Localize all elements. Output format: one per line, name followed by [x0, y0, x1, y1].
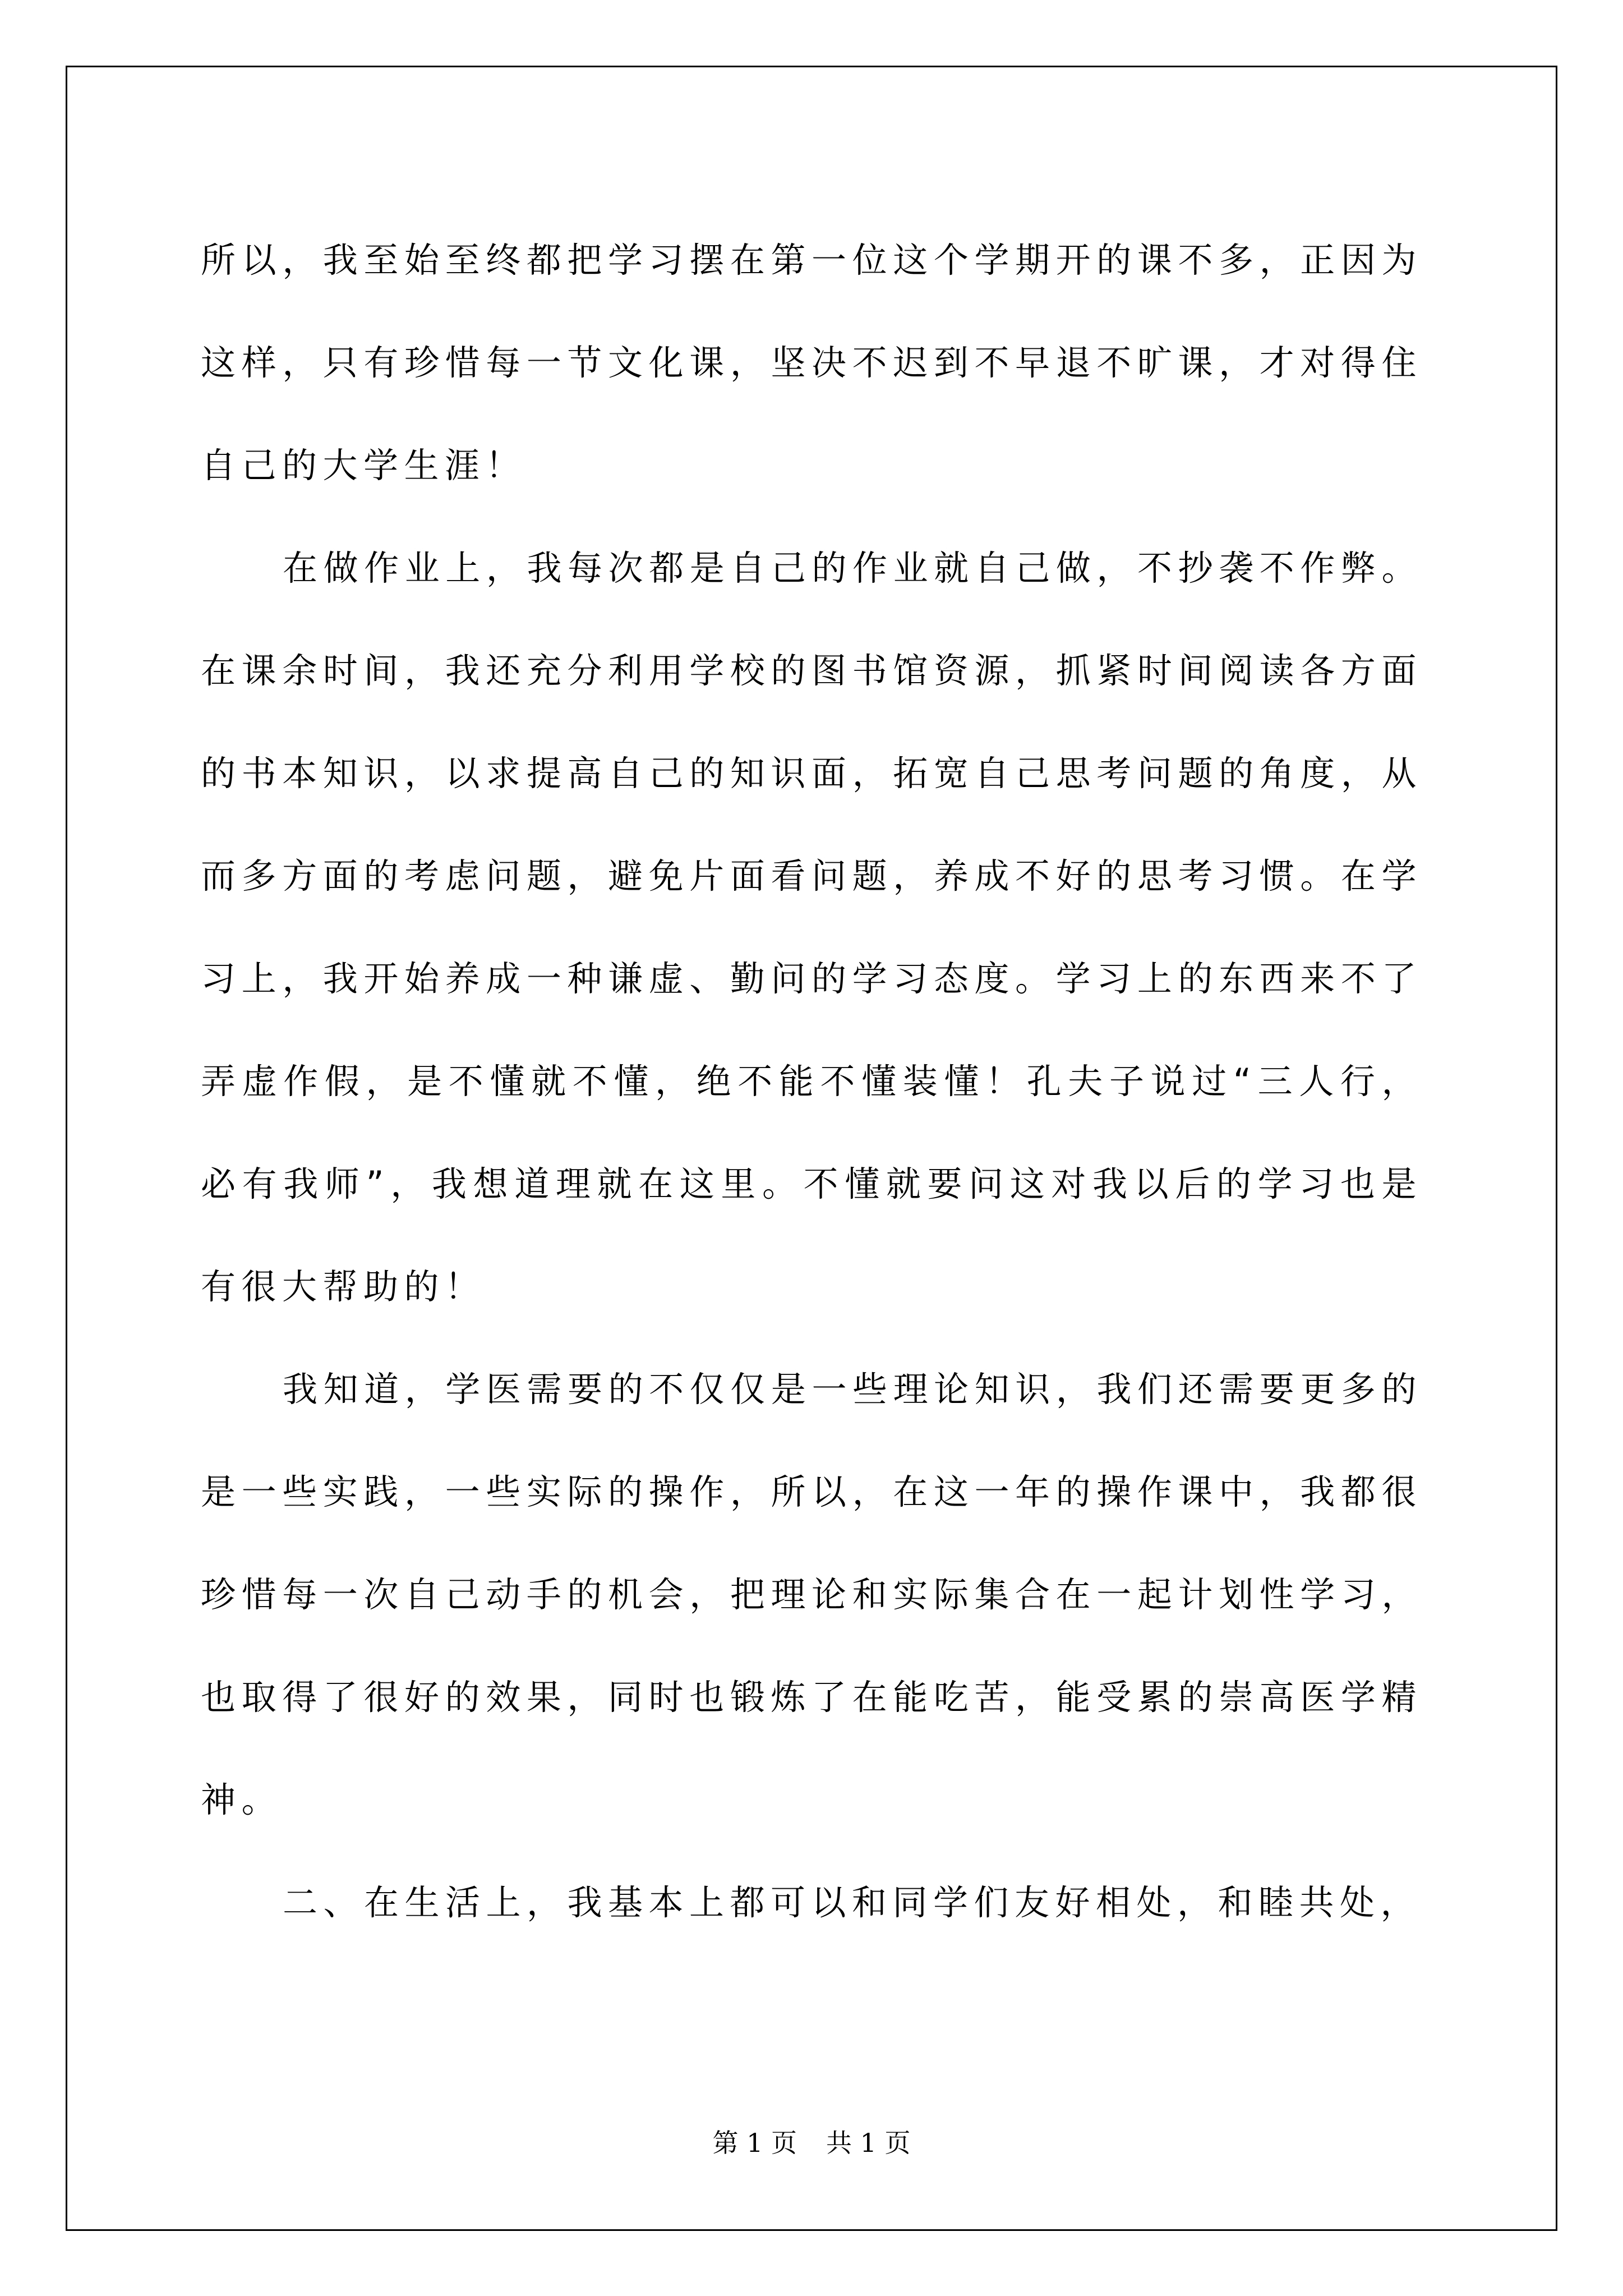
page-total: 共 1 页 [826, 2128, 911, 2158]
document-body [201, 209, 1422, 1954]
paragraph-4: 二、在生活上，我基本上都可以和同学们友好相处，和睦共处， [283, 1882, 1422, 1923]
paragraph-1: 所以，我至始至终都把学习摆在第一位这个学期开的课不多，正因为这样，只有珍惜每一节文化课，坚决不迟到不早退不旷课，才对得住自己的大学生涯！ [201, 240, 1422, 486]
paragraph-2: 在做作业上，我每次都是自己的作业就自己做，不抄袭不作弊。在课余时间，我还充分利用学校的图书馆资源，抓紧时间阅读各方面的书本知识，以求提高自己的知识面，拓宽自己思考问题的角度，从而多方面的考虑问题，避免片面看问题，养成不好的思考习惯。在学习上，我开始养成一种谦虚、勤问的学习态度。学习上的东西来不了弄虚作假，是不懂就不懂，绝不能不懂装懂！孔夫子说过“三人行，必有我师”，我想道理就在这里。不懂就要问这对我以后的学习也是有很大帮助的！ [201, 547, 1422, 1307]
paragraph-3: 我知道，学医需要的不仅仅是一些理论知识，我们还需要更多的是一些实践，一些实际的操作，所以，在这一年的操作课中，我都很珍惜每一次自己动手的机会，把理论和实际集合在一起计划性学习，也取得了很好的效果，同时也锻炼了在能吃苦，能受累的崇高医学精神。 [201, 1369, 1422, 1820]
page-number: 第 1 页 [712, 2128, 797, 2158]
page-footer [0, 2126, 1623, 2160]
